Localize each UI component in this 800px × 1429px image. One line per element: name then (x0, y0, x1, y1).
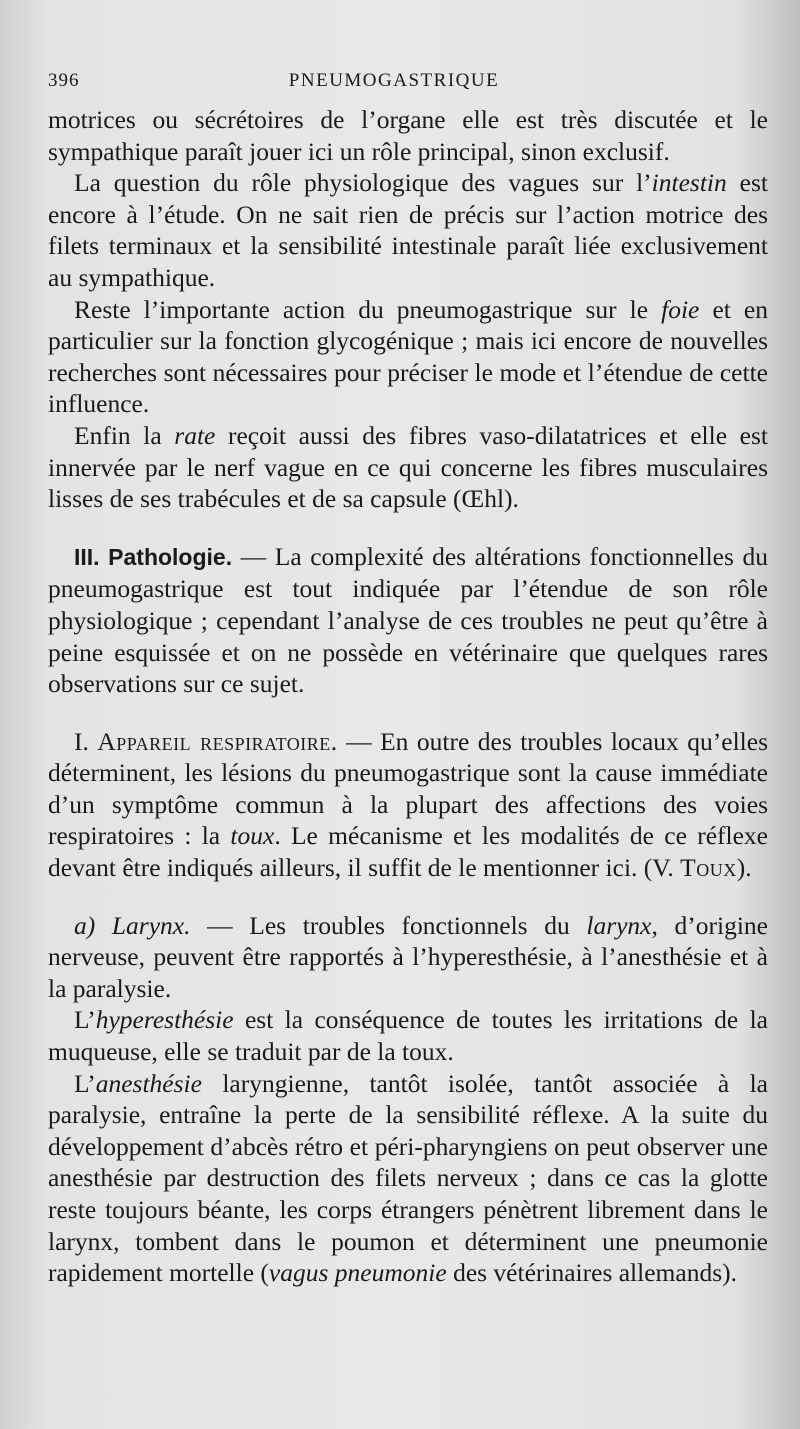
italic-term: vagus pneumonie (268, 1258, 447, 1288)
paragraph-rate (48, 420, 768, 515)
paragraph-larynx (48, 910, 768, 1005)
paragraph-text: et en particulier sur la fonction glycogénique ; mais ici encore de nouvelles recherches sont nécessaires pour préciser le mode et l’étendue de cette influence. (48, 294, 768, 419)
paragraph-text: ). (736, 853, 752, 883)
paragraph-text: — Les troubles fonctionnels du (190, 910, 587, 940)
cross-reference: Toux (680, 853, 737, 883)
paragraph-text: . Le mécanisme et les modalités de ce réflexe devant être indiqués ailleurs, il suffit de le mentionner ici. (V. (48, 821, 768, 883)
paragraph-anesthesie (48, 1068, 768, 1289)
item-heading: a) Larynx. (74, 910, 191, 940)
italic-term: intestin (651, 168, 727, 198)
italic-term: foie (661, 294, 700, 324)
page-number: 396 (48, 70, 80, 91)
italic-term: rate (174, 420, 216, 450)
paragraph-text: L’ (74, 1005, 96, 1035)
paragraph-continued (48, 104, 768, 167)
subsection-heading: Appareil respiratoire. (97, 726, 338, 756)
section-heading: III. Pathologie. (74, 543, 233, 570)
page-body (48, 104, 768, 1289)
paragraph-text: — La complexité des altérations fonctionnelles du pneumogastrique est tout indiquée par l’étendue de son rôle physiologique ; cependant l’analyse de ces troubles ne peut qu’être à peine esquissée et on ne possède en vétérinaire que quelques rares observations sur ce sujet. (48, 541, 768, 699)
running-header (48, 66, 740, 96)
section-pathologie (48, 541, 768, 700)
subsection-appareil-respiratoire (48, 726, 768, 884)
italic-term: toux (230, 821, 275, 851)
paragraph-text: La question du rôle physiologique des vagues sur l’ (74, 168, 652, 198)
paragraph-text: laryngienne, tantôt isolée, tantôt associée à la paralysie, entraîne la perte de la sensibilité réflexe. A la suite du développement d’abcès rétro et péri-pharyngiens on peut observer une anesthésie par destruction des filets nerveux ; dans ce cas la glotte reste toujours béante, les corps étrangers pénètrent librement dans le larynx, tombent dans le poumon et déterminent une pneumonie rapidement mortelle ( (48, 1068, 768, 1288)
italic-term: anesthésie (95, 1068, 202, 1098)
italic-term: larynx (586, 910, 652, 940)
paragraph-text: est la conséquence de toutes les irritations de la muqueuse, elle se traduit par de la toux. (48, 1005, 768, 1067)
paragraph-text: Reste l’importante action du pneumogastrique sur le (74, 294, 662, 324)
paragraph-text: est encore à l’étude. On ne sait rien de précis sur l’action motrice des filets terminaux et la sensibilité intestinale paraît liée exclusivement au sympathique. (48, 168, 768, 292)
paragraph-intestin (48, 167, 768, 293)
running-title: PNEUMOGASTRIQUE (288, 70, 500, 91)
paragraph-text: reçoit aussi des fibres vaso-dilatatrices et elle est innervée par le nerf vague en ce qui concerne les fibres musculaires lisses de ses trabécules et de sa capsule (Œhl). (48, 420, 768, 514)
paragraph-text: Enfin la (74, 420, 175, 450)
paragraph-text: , d’origine nerveuse, peuvent être rapportés à l’hyperesthésie, à l’anesthésie et à la paralysie. (48, 910, 768, 1003)
subsection-number: I. (74, 726, 98, 756)
paragraph-hyperesthesie (48, 1004, 768, 1067)
paragraph-text: — En outre des troubles locaux qu’elles déterminent, les lésions du pneumogastrique sont la cause immédiate d’un symptôme commun à la plupart des affections des voies respiratoires : la (48, 726, 768, 851)
paragraph-text: L’ (74, 1068, 96, 1098)
paragraph-text: des vétérinaires allemands). (446, 1258, 737, 1288)
italic-term: hyperesthésie (95, 1005, 234, 1035)
paragraph-text: motrices ou sécrétoires de l’organe elle est très discutée et le sympathique paraît jouer ici un rôle principal, sinon exclusif. (48, 105, 768, 166)
paragraph-foie (48, 294, 768, 420)
